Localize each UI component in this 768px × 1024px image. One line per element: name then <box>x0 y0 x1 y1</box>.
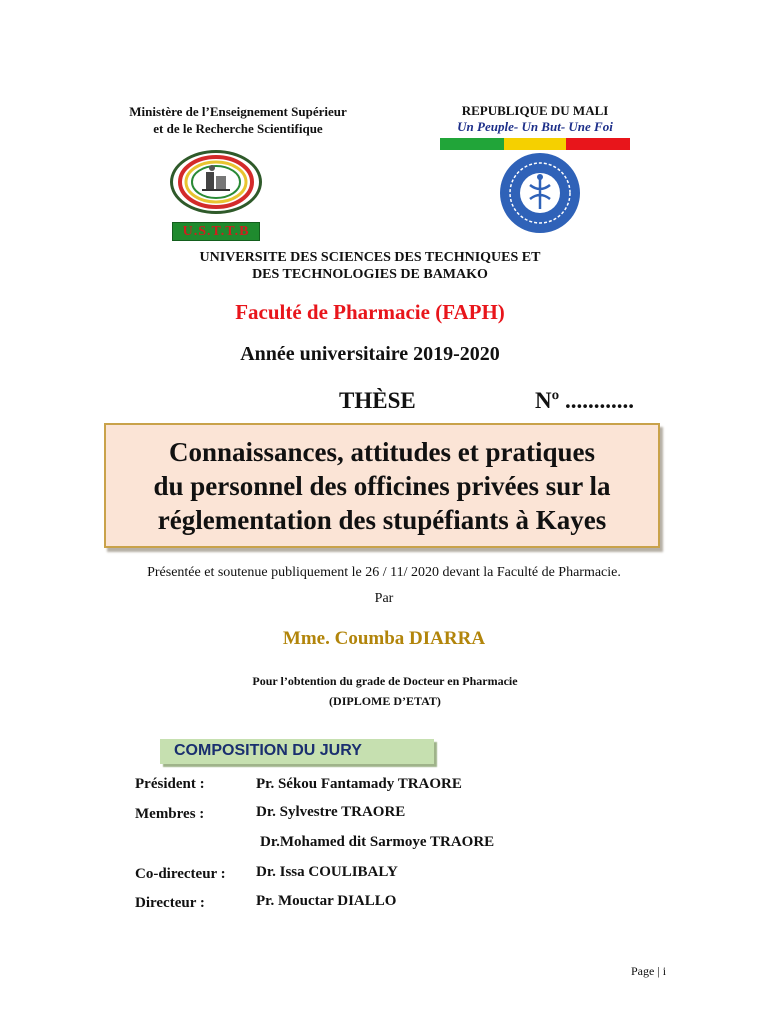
thesis-number: Nº ............ <box>535 388 634 413</box>
national-motto: Un Peuple- Un But- Une Foi <box>457 119 613 134</box>
jury-codirector-role: Co-directeur : <box>135 866 226 882</box>
jury-president-name: Pr. Sékou Fantamady TRAORE <box>256 776 462 792</box>
thesis-title-line-1: Connaissances, attitudes et pratiques <box>168 436 596 467</box>
university-line-2: DES TECHNOLOGIES DE BAMAKO <box>252 267 488 282</box>
degree-line-1: Pour l’obtention du grade de Docteur en Pharmacie <box>252 674 518 688</box>
jury-members-role: Membres : <box>135 806 205 822</box>
jury-director-name: Pr. Mouctar DIALLO <box>256 893 397 909</box>
usttb-logo <box>170 150 262 214</box>
author-name: Mme. Coumba DIARRA <box>282 628 486 649</box>
thesis-label: THÈSE <box>339 388 416 413</box>
usttb-label: U.S.T.T.B <box>172 222 260 241</box>
university-line-1: UNIVERSITE DES SCIENCES DES TECHNIQUES ET <box>199 250 541 265</box>
page-number: Page | i <box>631 964 667 978</box>
thesis-title-line-3: réglementation des stupéfiants à Kayes <box>157 504 607 535</box>
mali-flag-stripe <box>440 138 630 150</box>
thesis-title-line-2: du personnel des officines privées sur la <box>153 470 611 501</box>
jury-director-role: Directeur : <box>135 895 205 911</box>
ministry-line-2: et de le Recherche Scientifique <box>153 121 323 136</box>
ministry-line-1: Ministère de l’Enseignement Supérieur <box>129 104 347 119</box>
jury-member-2: Dr.Mohamed dit Sarmoye TRAORE <box>260 834 495 850</box>
jury-member-1: Dr. Sylvestre TRAORE <box>256 804 406 820</box>
jury-codirector-name: Dr. Issa COULIBALY <box>256 864 398 880</box>
republic-title: REPUBLIQUE DU MALI <box>461 103 609 118</box>
thesis-title-box <box>104 423 660 548</box>
fmos-logo-icon <box>500 153 580 233</box>
thesis-title <box>153 435 610 537</box>
jury-heading: COMPOSITION DU JURY <box>160 739 434 764</box>
usttb-seal-icon <box>170 150 262 214</box>
presentation-line: Présentée et soutenue publiquement le 26 / 11/ 2020 devant la Faculté de Pharmacie. <box>147 565 621 580</box>
academic-year: Année universitaire 2019-2020 <box>240 343 500 365</box>
degree-line-2: (DIPLOME D’ETAT) <box>329 694 441 708</box>
jury-president-role: Président : <box>135 776 205 792</box>
by-label: Par <box>374 591 394 606</box>
faculty-name: Faculté de Pharmacie (FAPH) <box>235 300 505 324</box>
